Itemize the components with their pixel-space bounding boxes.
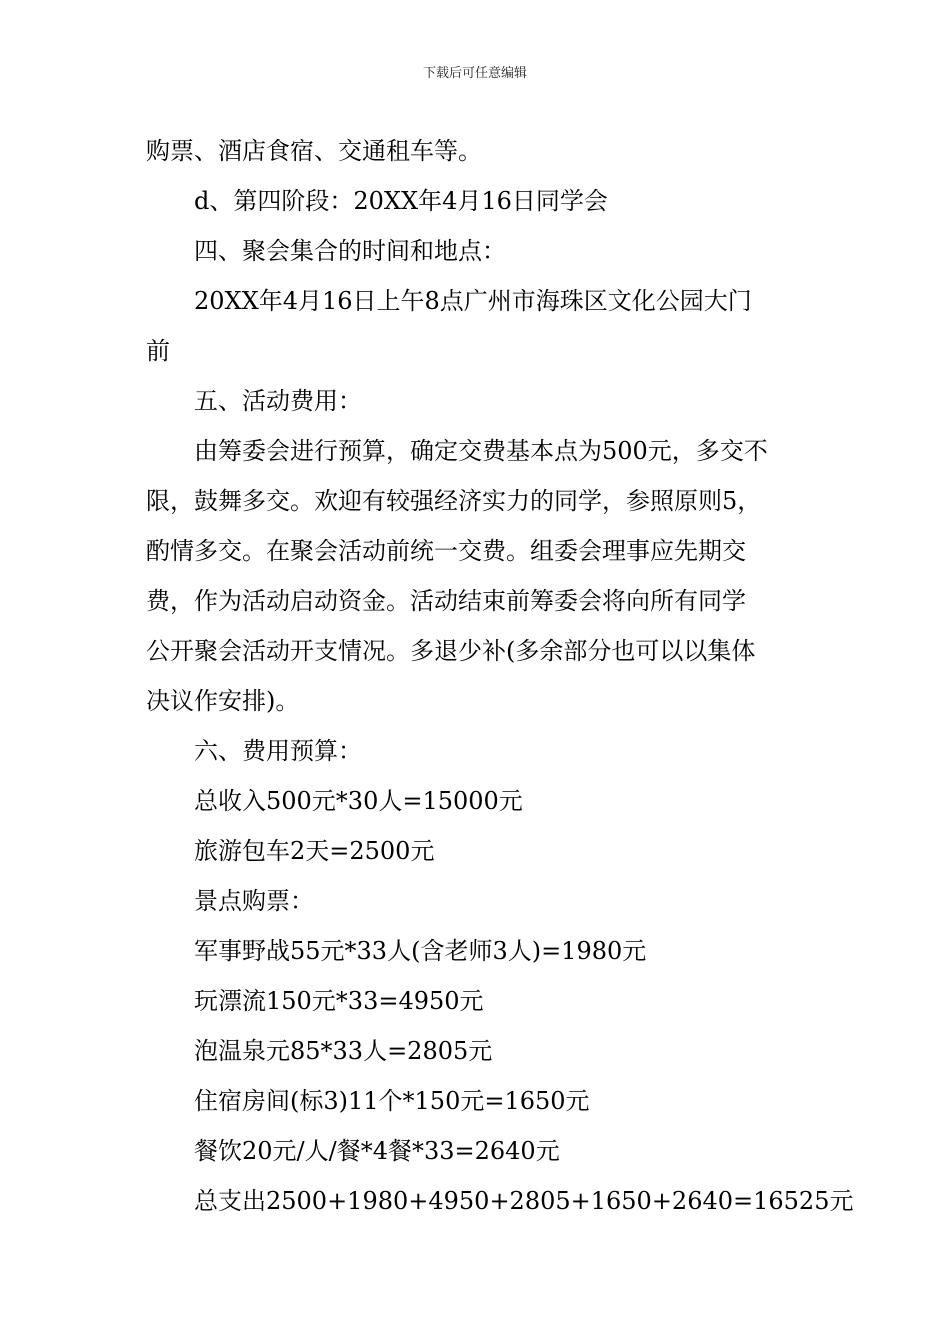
- section-heading-time-place: 四、聚会集合的时间和地点：: [194, 237, 506, 265]
- document-body: [146, 126, 854, 1226]
- budget-item: 住宿房间(标3)11个*150元=1650元: [194, 1087, 590, 1115]
- section-heading-fees: 五、活动费用：: [194, 387, 362, 415]
- text-line: 公开聚会活动开支情况。多退少补(多余部分也可以以集体: [146, 637, 756, 665]
- text-line: 20XX年4月16日上午8点广州市海珠区文化公园大门: [194, 287, 752, 315]
- budget-total: 总支出2500+1980+4950+2805+1650+2640=16525元: [194, 1187, 854, 1215]
- budget-item: 泡温泉元85*33人=2805元: [194, 1037, 493, 1065]
- text-line: 购票、酒店食宿、交通租车等。: [146, 137, 482, 165]
- budget-item: 军事野战55元*33人(含老师3人)=1980元: [194, 937, 647, 965]
- budget-item: 旅游包车2天=2500元: [194, 837, 435, 865]
- budget-item: 总收入500元*30人=15000元: [194, 787, 523, 815]
- stage-four-line: d、第四阶段：20XX年4月16日同学会: [194, 187, 608, 215]
- section-heading-budget: 六、费用预算：: [194, 737, 362, 765]
- text-line: 前: [146, 337, 170, 365]
- text-line: 限，鼓舞多交。欢迎有较强经济实力的同学，参照原则5，: [146, 487, 762, 515]
- text-line: 费，作为活动启动资金。活动结束前筹委会将向所有同学: [146, 587, 746, 615]
- text-line: 由筹委会进行预算，确定交费基本点为500元，多交不: [194, 437, 768, 465]
- page-header-note: 下载后可任意编辑: [422, 66, 527, 81]
- budget-item: 景点购票：: [194, 887, 314, 915]
- text-line: 酌情多交。在聚会活动前统一交费。组委会理事应先期交: [146, 537, 746, 565]
- text-line: 决议作安排)。: [146, 687, 300, 715]
- budget-item: 玩漂流150元*33=4950元: [194, 987, 484, 1015]
- budget-item: 餐饮20元/人/餐*4餐*33=2640元: [194, 1137, 560, 1165]
